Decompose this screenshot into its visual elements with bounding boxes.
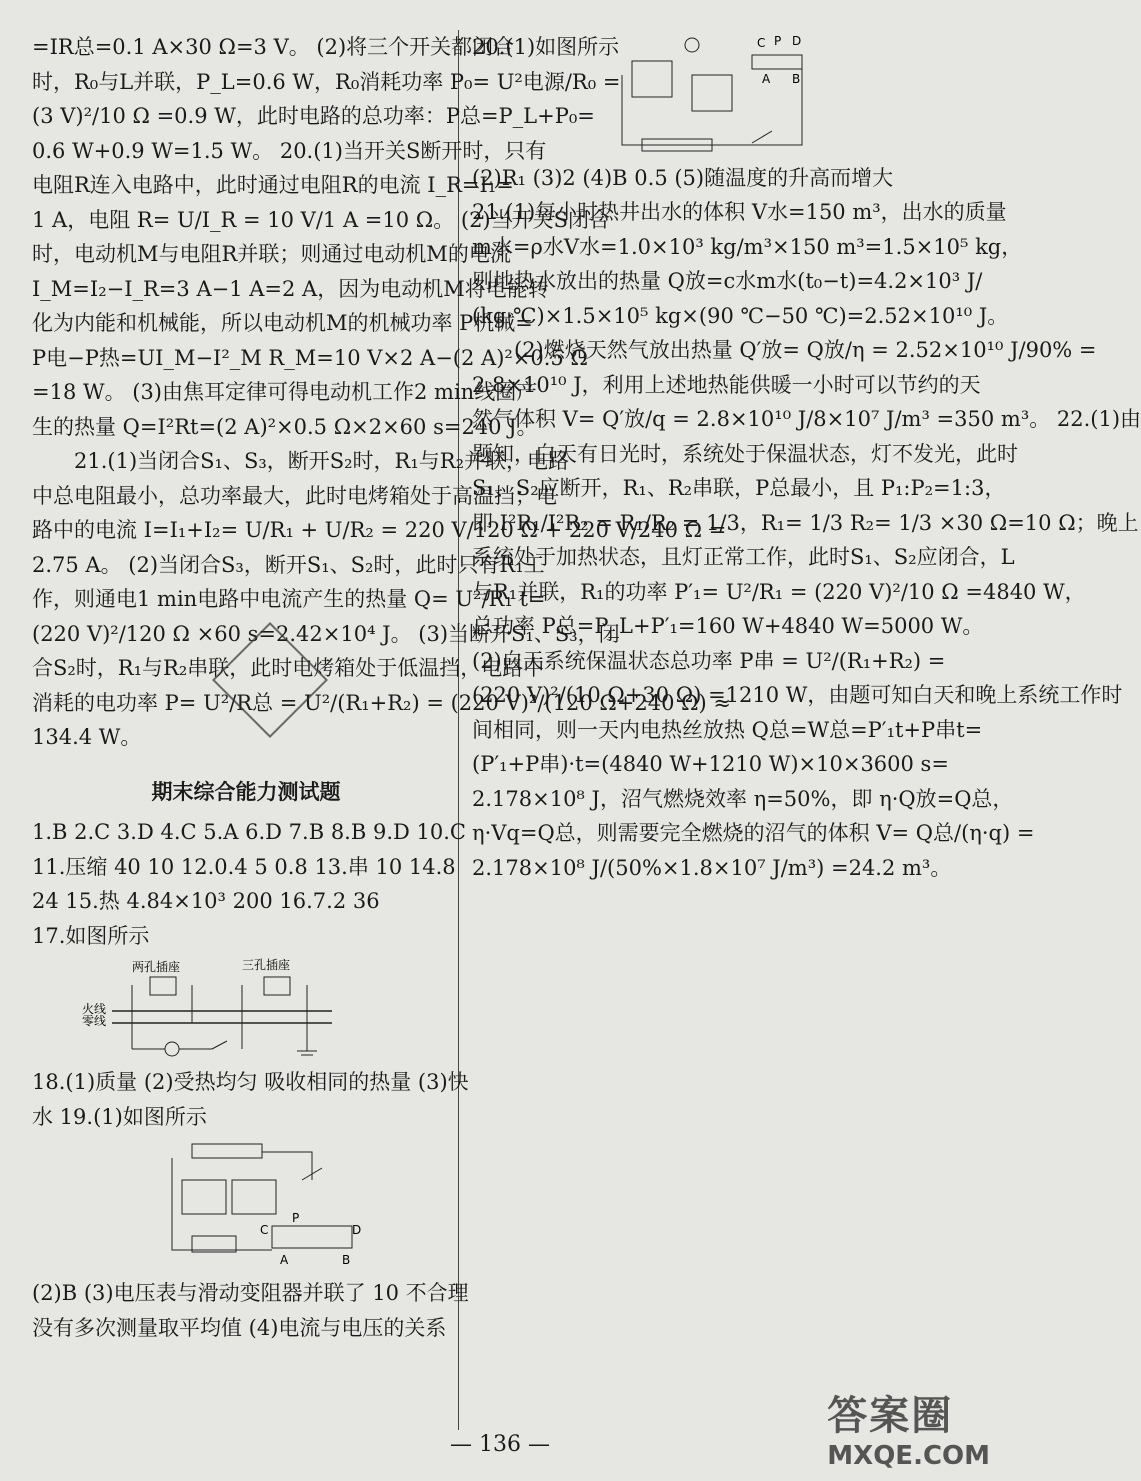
text-line: 中总电阻最小，总功率最大，此时电烤箱处于高温挡；电	[32, 483, 557, 508]
answer-line: 24 15.热 4.84×10³ 200 16.7.2 36	[32, 889, 380, 913]
text-line: 作，则通电1 min电路中电流产生的热量 Q= U²/R₁ t=	[32, 587, 546, 611]
section-title: 期末综合能力测试题	[151, 779, 341, 804]
text-line: 系统处于加热状态，且灯正常工作，此时S₁、S₂应闭合，L	[472, 545, 1015, 569]
text-line: 134.4 W。	[32, 725, 142, 749]
two-hole-socket-icon	[150, 977, 176, 995]
switch-icon	[212, 1041, 227, 1049]
text-line: 2.178×10⁸ J，沼气燃烧效率 η=50%，即 η·Q放=Q总，	[472, 786, 1014, 811]
figure-20-circuit-diagram	[612, 35, 892, 155]
logo-en: MXQE.COM	[827, 1441, 990, 1471]
text-line: (P′₁+P串)·t=(4840 W+1210 W)×10×3600 s=	[472, 752, 949, 776]
text-line: 消耗的电功率 P= U²/R总 = U²/(R₁+R₂) = (220 V)²/(120 Ω+240 Ω) ≈	[32, 690, 731, 715]
text-line: η·Vq=Q总，则需要完全燃烧的沼气的体积 V= Q总/(η·q) =	[472, 821, 1035, 845]
text-line: 时，R₀与L并联，P_L=0.6 W，R₀消耗功率 P₀= U²电源/R₀ =	[32, 69, 621, 94]
switch-icon	[752, 131, 772, 143]
lamp-icon	[165, 1042, 179, 1056]
neutral-wire-label: 零线	[82, 1014, 107, 1028]
answer-line: 18.(1)质量 (2)受热均匀 吸收相同的热量 (3)快	[32, 1070, 469, 1094]
three-hole-socket-label: 三孔插座	[242, 958, 291, 972]
text-line: 化为内能和机械能，所以电动机M的机械功率 P机械=	[32, 311, 533, 335]
logo-cn: 答案圈	[827, 1393, 954, 1439]
svg-text:A: A	[762, 71, 771, 86]
voltmeter-icon	[692, 75, 732, 111]
answer-line: 没有多次测量取平均值 (4)电流与电压的关系	[32, 1315, 447, 1340]
text-line: 路中的电流 I=I₁+I₂= U/R₁ + U/R₂ = 220 V/120 Ω + 220 V/240 Ω =	[32, 518, 727, 542]
answer-line: (2)B (3)电压表与滑动变阻器并联了 10 不合理	[32, 1281, 469, 1305]
battery-icon	[192, 1144, 262, 1158]
svg-text:B: B	[792, 71, 801, 86]
text-line: 然气体积 V= Q′放/q = 2.8×10¹⁰ J/8×10⁷ J/m³ =350 m³。 22.(1)由	[472, 407, 1141, 431]
text-line: 2.8×10¹⁰ J，利用上述地热能供暖一小时可以节约的天	[472, 372, 981, 397]
svg-text:B: B	[342, 1253, 351, 1267]
text-line: (2)白天系统保温状态总功率 P串 = U²/(R₁+R₂) =	[472, 648, 946, 673]
voltmeter-icon	[232, 1180, 276, 1214]
right-column	[472, 30, 1141, 885]
three-hole-socket-icon	[264, 977, 290, 995]
rheostat-icon	[272, 1226, 352, 1248]
site-logo	[827, 1384, 990, 1471]
text-line: (kg·℃)×1.5×10⁵ kg×(90 ℃−50 ℃)=2.52×10¹⁰ J。	[472, 303, 1009, 328]
text-line: 2.75 A。 (2)当闭合S₃，断开S₁、S₂时，此时只有R₁工	[32, 552, 545, 577]
svg-text:D: D	[792, 33, 802, 48]
svg-text:P: P	[774, 33, 782, 48]
text-line: 合S₂时，R₁与R₂串联，此时电烤箱处于低温挡，电路中	[32, 656, 545, 680]
text-line: (2)R₁ (3)2 (4)B 0.5 (5)随温度的升高而增大	[472, 165, 894, 190]
text-line: 即 I²R₁/I²R₂ = R₁/R₂ = 1/3，R₁= 1/3 R₂= 1/3 ×30 Ω=10 Ω；晚上	[472, 510, 1139, 535]
text-line: 与R₁并联，R₁的功率 P′₁= U²/R₁ = (220 V)²/10 Ω =4840 W，	[472, 579, 1086, 604]
text-line: 生的热量 Q=I²Rt=(2 A)²×0.5 Ω×2×60 s=240 J。	[32, 414, 538, 439]
live-wire-label: 火线	[82, 1002, 107, 1016]
text-line: P电−P热=UI_M−I²_M R_M=10 V×2 A−(2 A)²×0.5 Ω	[32, 345, 588, 370]
text-line: (2)燃烧天然气放出热量 Q′放= Q放/η = 2.52×10¹⁰ J/90% =	[514, 338, 1097, 362]
answer-line: 1.B 2.C 3.D 4.C 5.A 6.D 7.B 8.B 9.D 10.C	[32, 820, 466, 844]
text-line: S₁、S₂应断开，R₁、R₂串联，P总最小，且 P₁:P₂=1:3，	[472, 476, 1006, 500]
ammeter-icon	[632, 61, 672, 97]
text-line: (3 V)²/10 Ω =0.9 W，此时电路的总功率：P总=P_L+P₀=	[32, 104, 595, 128]
ammeter-icon	[182, 1180, 226, 1214]
text-line: 2.178×10⁸ J/(50%×1.8×10⁷ J/m³) =24.2 m³。	[472, 855, 952, 880]
svg-text:C: C	[260, 1223, 269, 1237]
text-line: 21.(1)当闭合S₁、S₃，断开S₂时，R₁与R₂并联，电路	[74, 449, 570, 473]
rheostat-icon	[752, 55, 802, 69]
answer-line: 水 19.(1)如图所示	[32, 1104, 207, 1129]
svg-text:A: A	[280, 1253, 289, 1267]
svg-text:P: P	[292, 1211, 300, 1225]
answer-line: 11.压缩 40 10 12.0.4 5 0.8 13.串 10 14.8	[32, 854, 456, 879]
text-line: =IR总=0.1 A×30 Ω=3 V。 (2)将三个开关都闭合	[32, 35, 515, 59]
text-line: 间相同，则一天内电热丝放热 Q总=W总=P′₁t+P串t=	[472, 717, 983, 742]
text-line: (220 V)²/120 Ω ×60 s=2.42×10⁴ J。 (3)当断开S₁、S₃，闭	[32, 621, 620, 646]
text-line: I_M=I₂−I_R=3 A−1 A=2 A，因为电动机M将电能转	[32, 276, 549, 301]
text-line: 总功率 P总=P_L+P′₁=160 W+4840 W=5000 W。	[472, 614, 984, 638]
svg-text:C: C	[757, 35, 766, 50]
answer-line: 20.(1)如图所示	[472, 35, 620, 59]
text-line: m水=ρ水V水=1.0×10³ kg/m³×150 m³=1.5×10⁵ kg，	[472, 234, 1023, 259]
page-number: — 136 —	[450, 1432, 550, 1457]
svg-text:D: D	[352, 1223, 362, 1237]
text-line: 0.6 W+0.9 W=1.5 W。 20.(1)当开关S断开时，只有	[32, 138, 547, 163]
text-line: 电阻R连入电路中，此时通过电阻R的电流 I_R=I₁=	[32, 173, 514, 197]
stamp-watermark	[200, 620, 350, 774]
text-line: 21.(1)每小时热井出水的体积 V水=150 m³，出水的质量	[472, 200, 1007, 224]
text-line: 则地热水放出的热量 Q放=c水m水(t₀−t)=4.2×10³ J/	[472, 269, 983, 293]
text-line: 时，电动机M与电阻R并联；则通过电动机M的电流	[32, 242, 511, 266]
text-line: 1 A，电阻 R= U/I_R = 10 V/1 A =10 Ω。 (2)当开关S闭合	[32, 207, 611, 232]
figure-17-wiring-diagram	[32, 959, 460, 1059]
answer-line: 17.如图所示	[32, 923, 150, 948]
text-line: =18 W。 (3)由焦耳定律可得电动机工作2 min线圈产	[32, 380, 538, 404]
two-hole-socket-label: 两孔插座	[132, 960, 181, 974]
text-line: 题知，白天有日光时，系统处于保温状态，灯不发光，此时	[472, 441, 1018, 466]
lamp-icon	[685, 38, 699, 52]
figure-19-circuit-diagram	[162, 1140, 460, 1270]
text-line: (220 V)²/(10 Ω+30 Ω) =1210 W，由题可知白天和晚上系统工作时	[472, 683, 1123, 707]
